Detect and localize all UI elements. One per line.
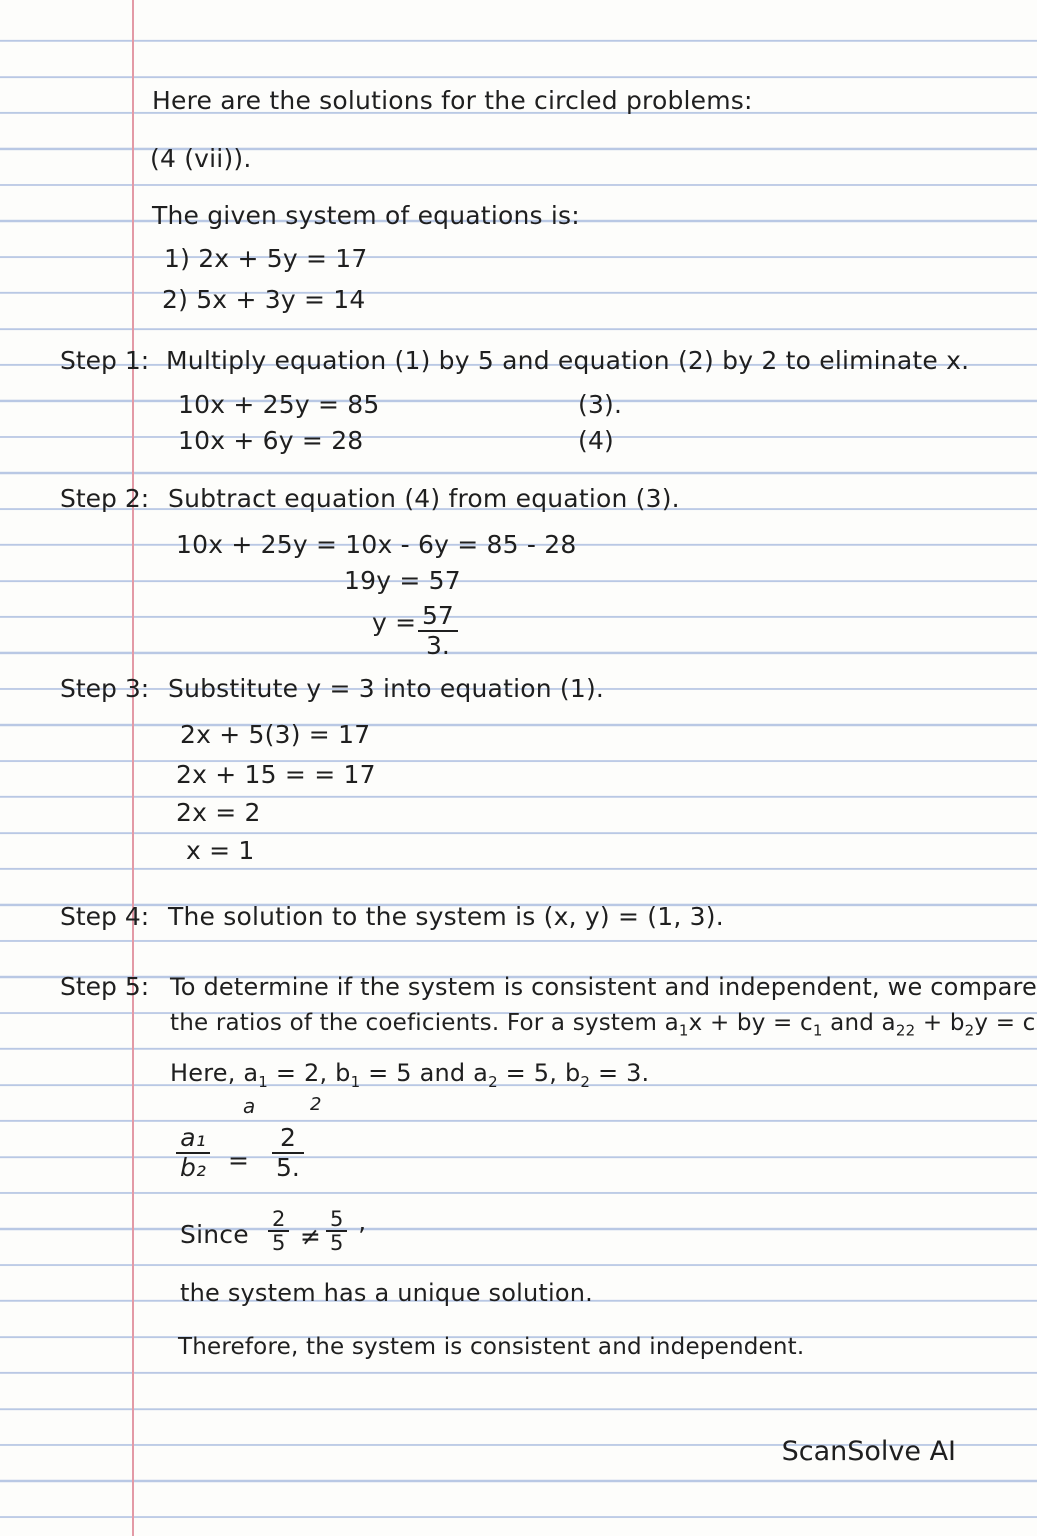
step1-label: Step 1:: [60, 346, 150, 375]
since-not-equal: ≠: [300, 1222, 322, 1251]
since-num1: 2: [268, 1208, 289, 1232]
step2-text: Subtract equation (4) from equation (3).: [168, 484, 680, 513]
step5-text2-a: the ratios of the coeficients. For a system a: [170, 1010, 679, 1036]
step1-tag1: (3).: [578, 390, 623, 419]
step5-here-a: Here, a: [170, 1059, 259, 1087]
step5-here-sub2: 1: [350, 1072, 361, 1091]
given-text: The given system of equations is:: [152, 201, 580, 230]
step2-line1: 10x + 25y = 10x - 6y = 85 - 28: [176, 530, 577, 559]
step2-frac-den: 3.: [425, 631, 450, 660]
problem-label: (4 (vii)).: [150, 144, 252, 173]
since-frac2: [326, 1208, 347, 1254]
step3-line3: 2x = 2: [176, 798, 261, 827]
step2-label: Step 2:: [60, 484, 150, 513]
step5-text2-c: and a: [822, 1010, 896, 1036]
since-end: ’: [358, 1222, 367, 1251]
step5-here-c: = 5 and a: [360, 1059, 489, 1087]
intro-text: Here are the solutions for the circled problems:: [152, 86, 753, 115]
step5-here-e: = 3.: [590, 1059, 650, 1087]
step3-label: Step 3:: [60, 674, 150, 703]
step3-text: Substitute y = 3 into equation (1).: [168, 674, 605, 703]
step5-label: Step 5:: [60, 972, 150, 1001]
since-text: Since: [180, 1220, 249, 1249]
ratio-fraction: [176, 1124, 210, 1182]
step3-line1: 2x + 5(3) = 17: [180, 720, 371, 749]
step5-here: [170, 1058, 649, 1097]
stray-2: 2: [310, 1094, 322, 1115]
step5-text2-b: x + by = c: [688, 1010, 813, 1036]
since-den2: 5: [330, 1231, 344, 1255]
since-den1: 5: [272, 1231, 286, 1255]
ratio-value-fraction: [272, 1124, 304, 1182]
step1-tag2: (4): [578, 426, 615, 455]
step5-text2-sub1: 1: [678, 1021, 689, 1040]
step5-text2-d: + b: [915, 1010, 965, 1036]
step5-here-b: = 2, b: [268, 1059, 351, 1087]
step5-here-sub1: 1: [258, 1072, 269, 1091]
step2-fraction: [418, 602, 458, 660]
step4-label: Step 4:: [60, 902, 150, 931]
conclusion-text: Therefore, the system is consistent and independent.: [178, 1334, 805, 1360]
ratio-equals: =: [228, 1146, 250, 1175]
ratio-value-num: 2: [272, 1124, 304, 1154]
since-num2: 5: [326, 1208, 347, 1232]
step1-line1: 10x + 25y = 85: [178, 390, 380, 419]
step2-line2: 19y = 57: [344, 566, 461, 595]
equation-2: 2) 5x + 3y = 14: [162, 285, 366, 314]
step5-text2: [170, 1008, 1036, 1046]
unique-text: the system has a unique solution.: [180, 1279, 593, 1307]
brand-signature: ScanSolve AI: [781, 1436, 956, 1467]
margin-line: [132, 0, 134, 1536]
step2-frac-num: 57: [418, 602, 458, 632]
step5-here-sub4: 2: [580, 1072, 591, 1091]
since-frac1: [268, 1208, 289, 1254]
step5-text2-e: y = c: [974, 1010, 1036, 1036]
ratio-value-den: 5.: [276, 1153, 300, 1182]
step5-here-d: = 5, b: [497, 1059, 581, 1087]
step5-here-sub3: 2: [488, 1072, 498, 1091]
step5-text2-sub2: 1: [812, 1021, 823, 1040]
step3-line4: x = 1: [186, 836, 255, 865]
step5-text2-sub4: 2: [964, 1021, 975, 1040]
step5-text1: To determine if the system is consistent and independent, we compare: [170, 973, 1037, 1001]
equation-1: 1) 2x + 5y = 17: [164, 244, 368, 273]
step3-line2: 2x + 15 = = 17: [176, 760, 376, 789]
step1-line2: 10x + 6y = 28: [178, 426, 364, 455]
ratio-den: b₂: [180, 1153, 206, 1182]
step5-text2-sub3: 22: [895, 1021, 916, 1040]
stray-a: a: [243, 1094, 256, 1118]
step1-text: Multiply equation (1) by 5 and equation (2) by 2 to eliminate x.: [166, 346, 970, 375]
step2-y-prefix: y =: [372, 608, 417, 637]
step4-text: The solution to the system is (x, y) = (1, 3).: [168, 902, 724, 931]
ratio-num: a₁: [176, 1124, 210, 1154]
